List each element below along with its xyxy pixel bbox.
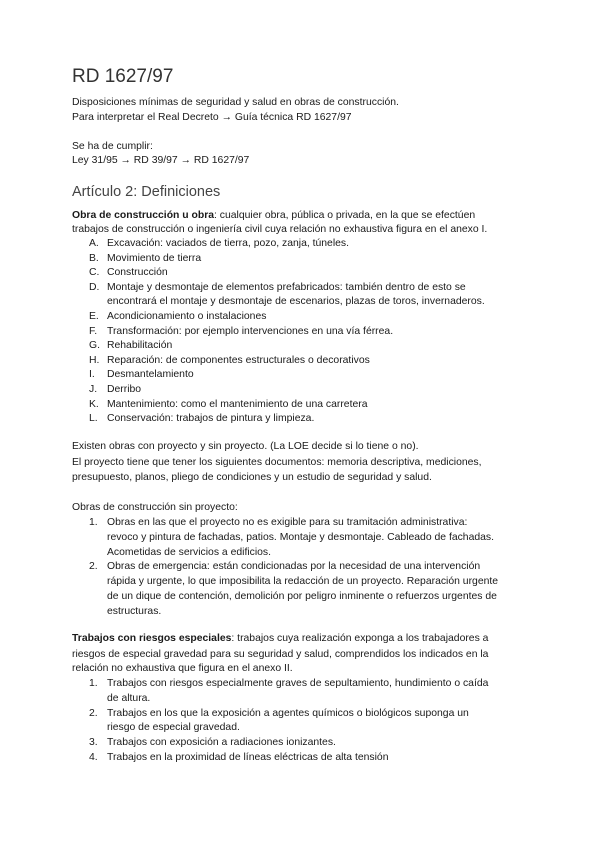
- list-item-label: 2.: [89, 561, 98, 573]
- list-item-label: I.: [89, 369, 95, 381]
- list-item-label: J.: [89, 384, 98, 395]
- list-item-text: estructuras.: [107, 605, 162, 617]
- list-item-label: H.: [89, 354, 100, 366]
- list-item-text: Desmantelamiento: [107, 369, 194, 381]
- proyecto-line-3: presupuesto, planos, pliego de condiciones y un estudio de seguridad y salud.: [72, 472, 432, 483]
- proyecto-line-2: El proyecto tiene que tener los siguientes documentos: memoria descriptiva, mediciones,: [72, 457, 482, 468]
- sin-proyecto-title: Obras de construcción sin proyecto:: [72, 502, 238, 513]
- obra-term: Obra de construcción u obra: [72, 210, 215, 221]
- list-item-text: rápida y urgente, lo que imposibilita la redacción de un proyecto. Reparación urgente: [107, 576, 499, 588]
- list-item-label: A.: [89, 238, 99, 249]
- list-item-label: D.: [89, 281, 100, 293]
- list-item-text: Conservación: trabajos de pintura y limpieza.: [107, 413, 315, 425]
- list-item-text: Trabajos con exposición a radiaciones ionizantes.: [107, 737, 336, 749]
- list-item-text: revoco y pintura de fachadas, patios. Montaje y desmontaje. Cableado de fachadas.: [107, 531, 495, 543]
- list-item-text: Obras en las que el proyecto no es exigible para su tramitación administrativa:: [107, 517, 468, 528]
- list-item-text: Derribo: [107, 384, 142, 395]
- list-item-text: Construcción: [107, 267, 168, 279]
- list-item-text: Movimiento de tierra: [107, 252, 202, 264]
- list-item-text: de un dique de contención, demolición por peligro inminente o refuerzos urgentes de: [107, 591, 497, 602]
- list-item-text: Montaje y desmontaje de elementos prefabricados: también dentro de esto se: [107, 281, 466, 293]
- list-item-label: 1.: [89, 517, 98, 528]
- obra-definition-line-2: trabajos de construcción o ingeniería civil cuya relación no exhaustiva figura en el anexo I.: [72, 224, 488, 235]
- list-item-text: Excavación: vaciados de tierra, pozo, zanja, túneles.: [107, 238, 350, 249]
- cumplir-line-2: Ley 31/95 → RD 39/97 → RD 1627/97: [72, 155, 250, 166]
- list-item-label: 1.: [89, 678, 98, 689]
- list-item-text: Reparación: de componentes estructurales o decorativos: [107, 354, 370, 366]
- list-item-label: 2.: [89, 707, 98, 719]
- list-item-label: B.: [89, 252, 99, 264]
- proyecto-line-1: Existen obras con proyecto y sin proyecto. (La LOE decide si lo tiene o no).: [72, 441, 419, 452]
- riesgos-definition-line-1: [72, 631, 488, 646]
- list-item-text: Acondicionamiento o instalaciones: [107, 311, 267, 322]
- list-item-text: Obras de emergencia: están condicionadas por la necesidad de una intervención: [107, 561, 481, 573]
- riesgos-term: Trabajos con riesgos especiales: [72, 633, 232, 644]
- list-item-label: K.: [89, 398, 99, 410]
- list-item-text: Mantenimiento: como el mantenimiento de una carretera: [107, 398, 368, 410]
- list-item-label: 3.: [89, 737, 98, 749]
- section-title: Artículo 2: Definiciones: [72, 184, 221, 200]
- intro-line-1: Disposiciones mínimas de seguridad y salud en obras de construcción.: [72, 97, 399, 108]
- list-item-text: de altura.: [107, 692, 151, 704]
- list-item-label: G.: [89, 340, 100, 352]
- riesgos-definition-line-3: relación no exhaustiva que figura en el anexo II.: [72, 663, 293, 674]
- list-item-label: E.: [89, 311, 99, 322]
- obra-definition-text: : cualquier obra, pública o privada, en la que se efectúen: [214, 210, 476, 221]
- list-item-text: Transformación: por ejemplo intervenciones en una vía férrea.: [107, 325, 394, 337]
- list-item-text: Trabajos en la proximidad de líneas eléctricas de alta tensión: [107, 752, 389, 763]
- list-item-text: Acometidas de servicios a edificios.: [107, 546, 272, 558]
- list-item-label: 4.: [89, 752, 98, 763]
- cumplir-line-1: Se ha de cumplir:: [72, 141, 153, 152]
- intro-line-2: Para interpretar el Real Decreto → Guía técnica RD 1627/97: [72, 112, 352, 123]
- list-item-text: Rehabilitación: [107, 340, 173, 352]
- page-title: RD 1627/97: [72, 66, 174, 87]
- obra-definition-line-1: [72, 208, 475, 223]
- list-item-label: C.: [89, 267, 100, 279]
- list-item-text: encontrará el montaje y desmontaje de escenarios, plazas de toros, invernaderos.: [107, 296, 485, 308]
- list-item-text: riesgo de especial gravedad.: [107, 722, 240, 734]
- list-item-label: L.: [89, 413, 98, 425]
- list-item-text: Trabajos con riesgos especialmente graves de sepultamiento, hundimiento o caída: [107, 678, 489, 689]
- riesgos-definition-line-2: riesgos de especial gravedad para su seguridad y salud, comprendidos los indicados en la: [72, 649, 489, 660]
- list-item-label: F.: [89, 325, 98, 337]
- riesgos-definition-text: : trabajos cuya realización exponga a los trabajadores a: [231, 633, 489, 644]
- list-item-text: Trabajos en los que la exposición a agentes químicos o biológicos suponga un: [107, 707, 469, 719]
